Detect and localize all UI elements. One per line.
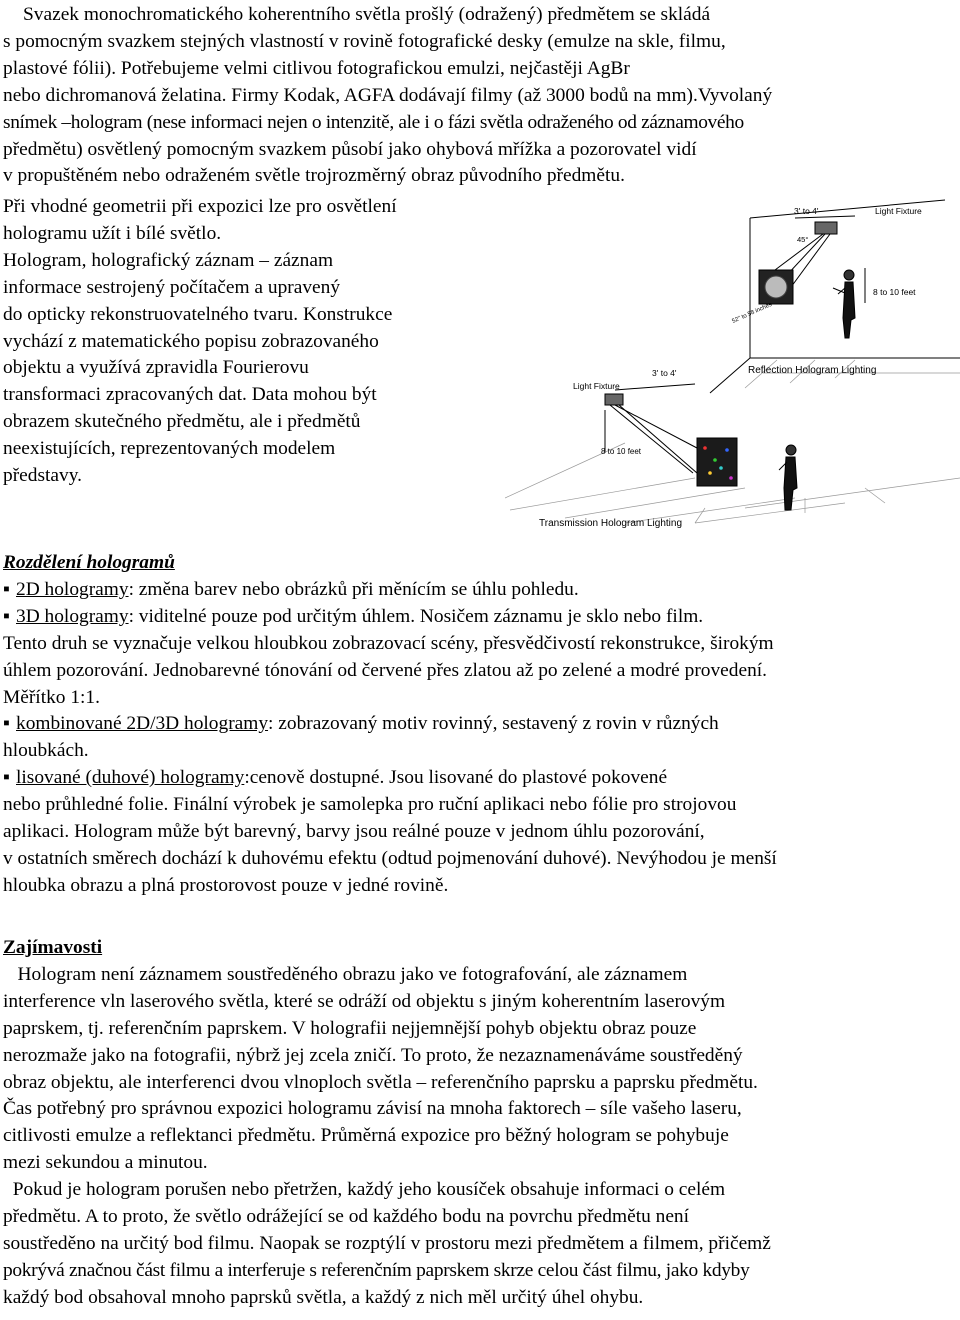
text-line: hologramu užít i bílé světlo.	[3, 222, 222, 244]
list-item-text: : změna barev nebo obrázků při měnícím se úhlu pohledu.	[128, 578, 579, 600]
text-line: hloubka obrazu a plná prostorovost pouze v jedné rovině.	[3, 874, 449, 896]
text-line: aplikaci. Hologram může být barevný, barvy jsou reálné pouze v jednom úhlu pozorování,	[3, 821, 705, 843]
transmission-light-label: Light Fixture	[573, 381, 620, 391]
text-line: Pokud je hologram porušen nebo přetržen, každý jeho kousíček obsahuje informaci o celém	[3, 1179, 726, 1201]
list-item	[3, 577, 777, 604]
bullet-icon: ▪	[3, 713, 10, 735]
bullet-icon: ▪	[3, 578, 10, 600]
text-line: neexistujících, reprezentovaných modelem	[3, 438, 336, 460]
text-line: předmětu. A to proto, že světlo odrážející se od každého bodu na povrchu předmětu není	[3, 1206, 690, 1228]
text-line: vychází z matematického popisu zobrazovaného	[3, 330, 379, 352]
section-heading: Zajímavosti	[3, 937, 103, 958]
intro-paragraph	[3, 2, 772, 190]
link-3d-holograms[interactable]: 3D hologramy	[16, 605, 129, 627]
text-line: Při vhodné geometrii při expozici lze pro osvětlení	[3, 196, 397, 217]
text-line: úhlem pozorování. Jednobarevné tónování od červené přes zlatou až po zelené a modré provedení.	[3, 659, 768, 681]
text-line: každý bod obsahoval mnoho paprsků světla, a každý z nich měl určitý úhel ohybu.	[3, 1286, 644, 1308]
text-line: snímek –hologram (nese informaci nejen o intenzitě, ale i o fázi světla odraženého od záznamového	[3, 111, 744, 133]
text-line: informace sestrojený počítačem a upravený	[3, 276, 341, 298]
reflection-light-label: Light Fixture	[875, 206, 922, 216]
text-line: interference vln laserového světla, které se odráží od objektu s jiným koherentním laserovým	[3, 990, 726, 1012]
bullet-icon: ▪	[3, 605, 10, 627]
text-line: Hologram není záznamem soustředěného obrazu jako ve fotografování, ale záznamem	[3, 963, 688, 985]
left-column-text	[3, 194, 397, 490]
reflection-height: 52" to 58 inches	[731, 301, 773, 325]
text-line: plastové fólii). Potřebujeme velmi citlivou fotografickou emulzi, nejčastěji AgBr	[3, 57, 630, 79]
hologram-lighting-figure	[505, 198, 960, 533]
transmission-diagram	[505, 384, 960, 523]
text-line: Měřítko 1:1.	[3, 686, 100, 708]
reflection-caption: Reflection Hologram Lighting	[748, 365, 877, 376]
list-item	[3, 765, 777, 792]
text-line: pokrývá značnou část filmu a interferuje s referenčním paprskem skrze celou část filmu, jako kdyby	[3, 1259, 750, 1281]
text-line: objektu a využívá zpravidla Fourierovu	[3, 357, 309, 379]
list-item	[3, 711, 777, 738]
transmission-dist-side: 8 to 10 feet	[601, 447, 642, 456]
list-item-text: : zobrazovaný motiv rovinný, sestavený z rovin v různých	[268, 713, 719, 735]
text-line: nebo průhledné folie. Finální výrobek je samolepka pro ruční aplikaci nebo fólie pro strojovou	[3, 794, 737, 816]
text-line: v propuštěném nebo odraženém světle trojrozměrný obraz původního předmětu.	[3, 165, 625, 187]
section-heading: Rozdělení hologramů	[3, 552, 175, 573]
reflection-angle: 45°	[797, 235, 809, 244]
text-line: obrazem skutečného předmětu, ale i předmětů	[3, 411, 361, 433]
transmission-caption: Transmission Hologram Lighting	[539, 518, 683, 529]
text-line: Svazek monochromatického koherentního světla prošlý (odražený) předmětem se skládá	[23, 4, 711, 25]
text-line: Čas potřebný pro správnou expozici hologramu závisí na mnoha faktorech – síle vašeho laseru,	[3, 1098, 742, 1120]
text-line: v ostatních směrech dochází k duhovému efektu (odtud pojmenování duhové). Nevýhodou je menší	[3, 847, 777, 869]
text-line: obraz objektu, ale interferenci dvou vlnoploch světla – referenčního paprsku a paprsku předmětu.	[3, 1071, 758, 1093]
reflection-dist-side: 8 to 10 feet	[873, 287, 916, 297]
list-item-text: : viditelné pouze pod určitým úhlem. Nosičem záznamu je sklo nebo film.	[128, 605, 704, 627]
text-line: předmětu) osvětlený pomocným svazkem působí jako ohybová mřížka a pozorovatel vidí	[3, 138, 697, 160]
link-pressed-holograms[interactable]: lisované (duhové) hologramy	[16, 767, 245, 789]
text-line: mezi sekundou a minutou.	[3, 1152, 208, 1174]
text-line: s pomocným svazkem stejných vlastností v rovině fotografické desky (emulze na skle, filmu,	[3, 30, 726, 52]
text-line: soustředěno na určitý bod filmu. Naopak se rozptýlí v prostoru mezi předmětem a filmem, přičemž	[3, 1232, 771, 1254]
transmission-dist-top: 3' to 4'	[652, 368, 677, 378]
text-line: nerozmaže jako na fotografii, nýbrž jej zcela zničí. To proto, že nezaznamenáváme soustředěný	[3, 1044, 743, 1066]
text-line: představy.	[3, 465, 82, 487]
link-combined-holograms[interactable]: kombinované 2D/3D hologramy	[16, 713, 269, 735]
text-line: paprskem, tj. referenčním paprskem. V holografii nejjemnější pohyb objektu obraz pouze	[3, 1017, 697, 1039]
list-item-text: :cenově dostupné. Jsou lisované do plastové pokovené	[244, 767, 668, 789]
text-line: hloubkách.	[3, 740, 89, 762]
facts-section	[3, 935, 771, 1312]
text-line: citlivosti emulze a reflektanci předmětu. Průměrná expozice pro běžný hologram se pohybuje	[3, 1125, 729, 1147]
text-line: Tento druh se vyznačuje velkou hloubkou zobrazovací scény, přesvědčivostí rekonstrukce, širokým	[3, 632, 774, 654]
bullet-icon: ▪	[3, 767, 10, 789]
link-2d-holograms[interactable]: 2D hologramy	[16, 578, 129, 600]
list-item	[3, 604, 777, 631]
text-line: nebo dichromanová želatina. Firmy Kodak, AGFA dodávají filmy (až 3000 bodů na mm).Vyvolaný	[3, 84, 773, 106]
reflection-dist-top: 3' to 4'	[794, 206, 819, 216]
text-line: Hologram, holografický záznam – záznam	[3, 249, 334, 271]
text-line: transformaci zpracovaných dat. Data mohou být	[3, 384, 377, 406]
text-line: do opticky rekonstruovatelného tvaru. Konstrukce	[3, 303, 393, 325]
hologram-types-section	[3, 550, 777, 900]
